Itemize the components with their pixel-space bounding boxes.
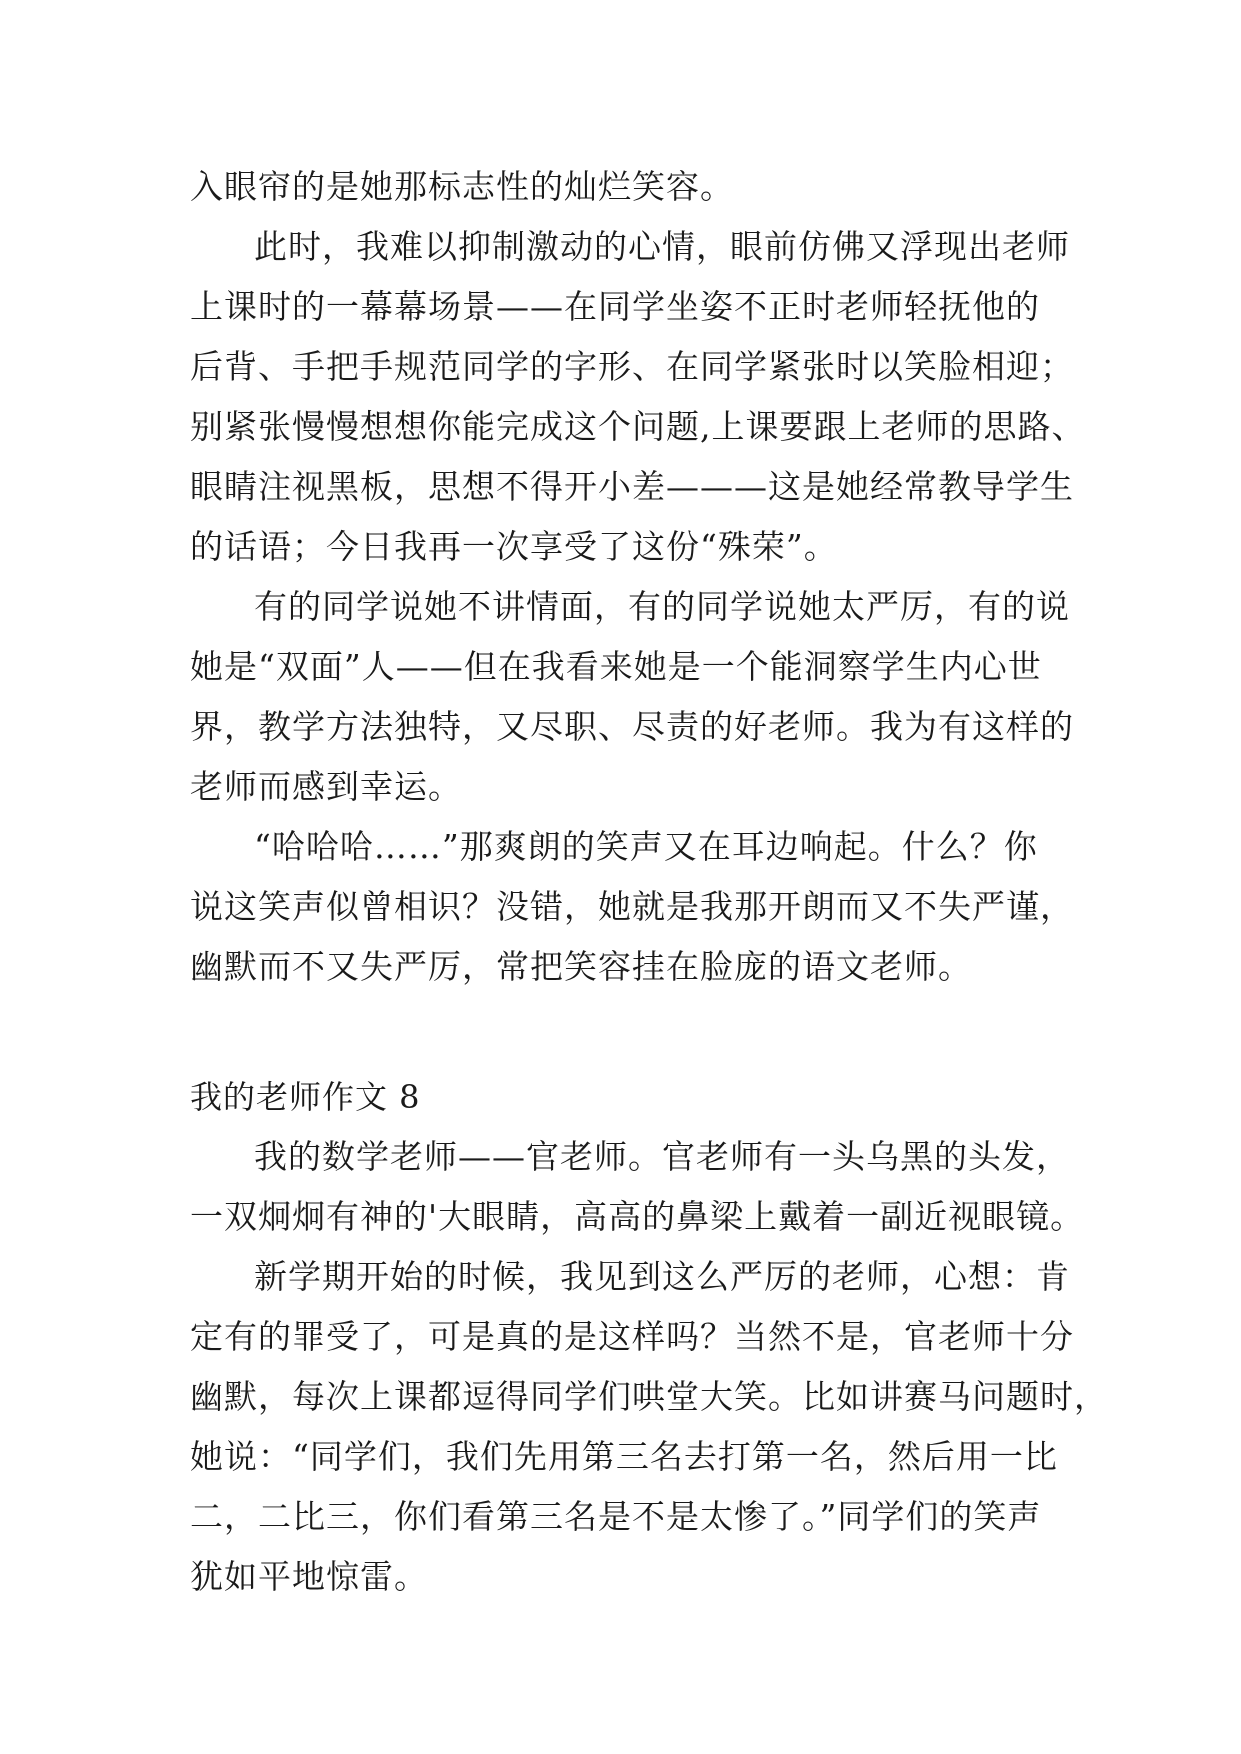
text-line: 后背、手把手规范同学的字形、在同学紧张时以笑脸相迎； xyxy=(190,347,1074,386)
text-line: 犹如平地惊雷。 xyxy=(190,1557,428,1596)
text-line: 的话语；今日我再一次享受了这份“殊荣”。 xyxy=(190,527,838,566)
text-line: 说这笑声似曾相识？没错，她就是我那开朗而又不失严谨， xyxy=(190,887,1074,926)
text-line: 一双炯炯有神的'大眼睛，高高的鼻梁上戴着一副近视眼镜。 xyxy=(190,1197,1085,1236)
text-line: 别紧张慢慢想想你能完成这个问题,上课要跟上老师的思路、 xyxy=(190,407,1086,446)
text-line: 她说：“同学们，我们先用第三名去打第一名，然后用一比 xyxy=(190,1437,1058,1476)
text-line: 老师而感到幸运。 xyxy=(190,767,462,806)
section-heading: 我的老师作文 8 xyxy=(190,1078,421,1116)
text-line: 入眼帘的是她那标志性的灿烂笑容。 xyxy=(190,167,734,206)
text-line: 二，二比三，你们看第三名是不是太惨了。”同学们的笑声 xyxy=(190,1497,1042,1536)
text-line: 幽默，每次上课都逗得同学们哄堂大笑。比如讲赛马问题时， xyxy=(190,1377,1108,1416)
paragraph-start: 我的数学老师——官老师。官老师有一头乌黑的头发， xyxy=(254,1137,1070,1176)
paragraph-start: 有的同学说她不讲情面，有的同学说她太严厉，有的说 xyxy=(254,587,1070,626)
paragraph-start: 此时，我难以抑制激动的心情，眼前仿佛又浮现出老师 xyxy=(254,227,1070,266)
paragraph-start: “哈哈哈……”那爽朗的笑声又在耳边响起。什么？你 xyxy=(254,827,1038,866)
text-line: 幽默而不又失严厉，常把笑容挂在脸庞的语文老师。 xyxy=(190,947,972,986)
paragraph-start: 新学期开始的时候，我见到这么严厉的老师，心想：肯 xyxy=(254,1257,1070,1296)
text-line: 上课时的一幕幕场景——在同学坐姿不正时老师轻抚他的 xyxy=(190,287,1040,326)
text-line: 她是“双面”人——但在我看来她是一个能洞察学生内心世 xyxy=(190,647,1042,686)
text-line: 眼睛注视黑板，思想不得开小差———这是她经常教导学生 xyxy=(190,467,1074,506)
text-line: 界，教学方法独特，又尽职、尽责的好老师。我为有这样的 xyxy=(190,707,1074,746)
text-line: 定有的罪受了，可是真的是这样吗？当然不是，官老师十分 xyxy=(190,1317,1074,1356)
